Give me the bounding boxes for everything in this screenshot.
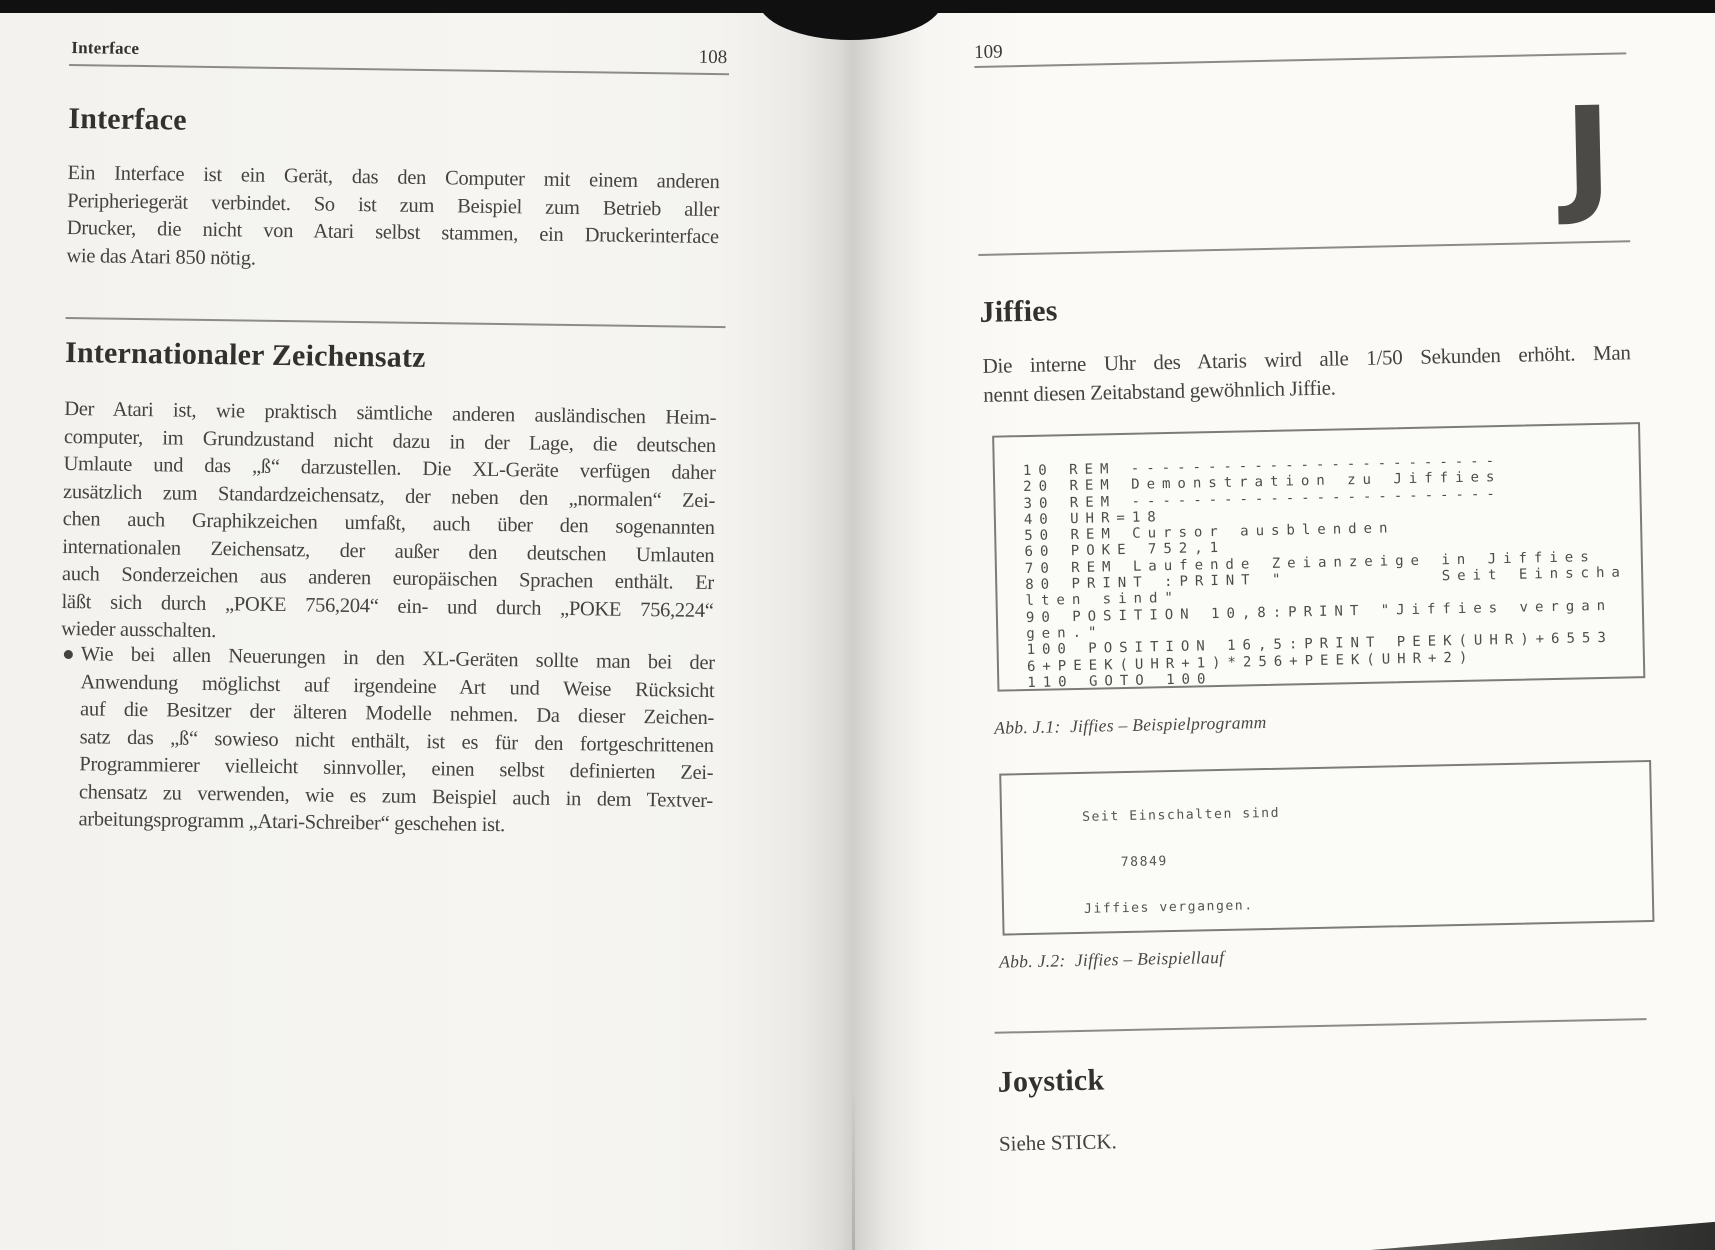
section-heading-zeichensatz: Internationaler Zeichensatz	[64, 335, 426, 374]
page-right	[973, 0, 1651, 1250]
listing-caption: Abb. J.1: Jiffies – Beispielprogramm	[994, 712, 1267, 738]
zeichensatz-bullet-paragraph: Wie bei allen Neuerungen in den XL-Geräten sollte man bei der Anwendung möglichst auf irgendeine Art und Weise Rücksicht auf die Besitzer der älteren Modelle nehmen. Da dieser Zeichen- satz das „ß“ sowieso nicht enthält, ist es für den fortgeschrittenen Programmierer vielleicht sinnvoller, einen selbst definierten Zei- chensatz zu verwenden, wie es zum Beispiel auch in dem Textver- arbeitungsprogramm „Atari-Schreiber“ geschehen ist.	[78, 643, 715, 837]
page-left	[53, 0, 728, 1250]
section-heading-interface: Interface	[68, 101, 187, 137]
page-number-left: 108	[698, 46, 728, 69]
jiffies-listing-code: 10 REM ------------------------ 20 REM Demonstration zu Jiffies 30 REM ------------------------ 40 UHR=18 50 REM Cursor ausblenden 60 POKE 752,1 70 REM Laufende Zeianzeige in Jiffies 80 PRINT :PRINT " Seit Einscha lten sind" 90 POSITION 10,8:PRINT "Jiffies vergan gen." 100 POSITION 16,5:PRINT PEEK(UHR)+6553 6+PEEK(UHR+1)*256+PEEK(UHR+2) 110 GOTO 100	[1022, 453, 1628, 691]
running-header: Interface	[71, 38, 140, 58]
jiffies-run-box	[999, 760, 1654, 936]
bullet-icon	[64, 650, 73, 659]
zeichensatz-paragraph: Der Atari ist, wie praktisch sämtliche anderen ausländischen Heim- computer, im Grundzustand nicht dazu in der Lage, die deutschen Umlaute und das „ß“ darzustellen. Die XL-Geräte verfügen daher zusätzlich zum Standardzeichensatz, der neben den „normalen“ Zei- chen auch Graphikzeichen umfaßt, auch über den sogenannten internationalen Zeichensatz, der außer den deutschen Umlauten auch Sonderzeichen aus anderen europäischen Sprachen enthält. Er läßt sich durch „POKE 756,204“ ein- und durch „POKE 756,224“ wieder ausschalten.	[61, 397, 717, 643]
jiffies-top-rule	[978, 240, 1630, 256]
section-divider-left	[66, 317, 726, 328]
joystick-top-rule	[995, 1018, 1647, 1034]
section-heading-jiffies: Jiffies	[979, 294, 1058, 329]
run-caption: Abb. J.2: Jiffies – Beispiellauf	[998, 946, 1225, 972]
header-rule-right	[974, 52, 1626, 68]
chapter-letter: J	[1562, 79, 1614, 230]
section-heading-joystick: Joystick	[997, 1063, 1105, 1099]
page-number-right: 109	[973, 41, 1003, 63]
header-rule-left	[69, 64, 729, 75]
jiffies-run-output: Seit Einschalten sind 78849 Jiffies vergangen.	[1015, 805, 1281, 919]
gutter-crease	[852, 1090, 855, 1250]
interface-paragraph: Ein Interface ist ein Gerät, das den Computer mit einem anderen Peripheriegerät verbindet. So ist zum Beispiel zum Betrieb aller Drucker, die nicht von Atari selbst stammen, ein Druckerinterface wie das Atari 850 nötig.	[66, 161, 720, 270]
gutter-top-shadow	[758, 0, 943, 40]
jiffies-paragraph: Die interne Uhr des Ataris wird alle 1/50 Sekunden erhöht. Man nennt diesen Zeitabstand gewöhnlich Jiffie.	[982, 340, 1631, 407]
joystick-text: Siehe STICK.	[998, 1129, 1118, 1156]
jiffies-listing-box	[992, 422, 1645, 692]
